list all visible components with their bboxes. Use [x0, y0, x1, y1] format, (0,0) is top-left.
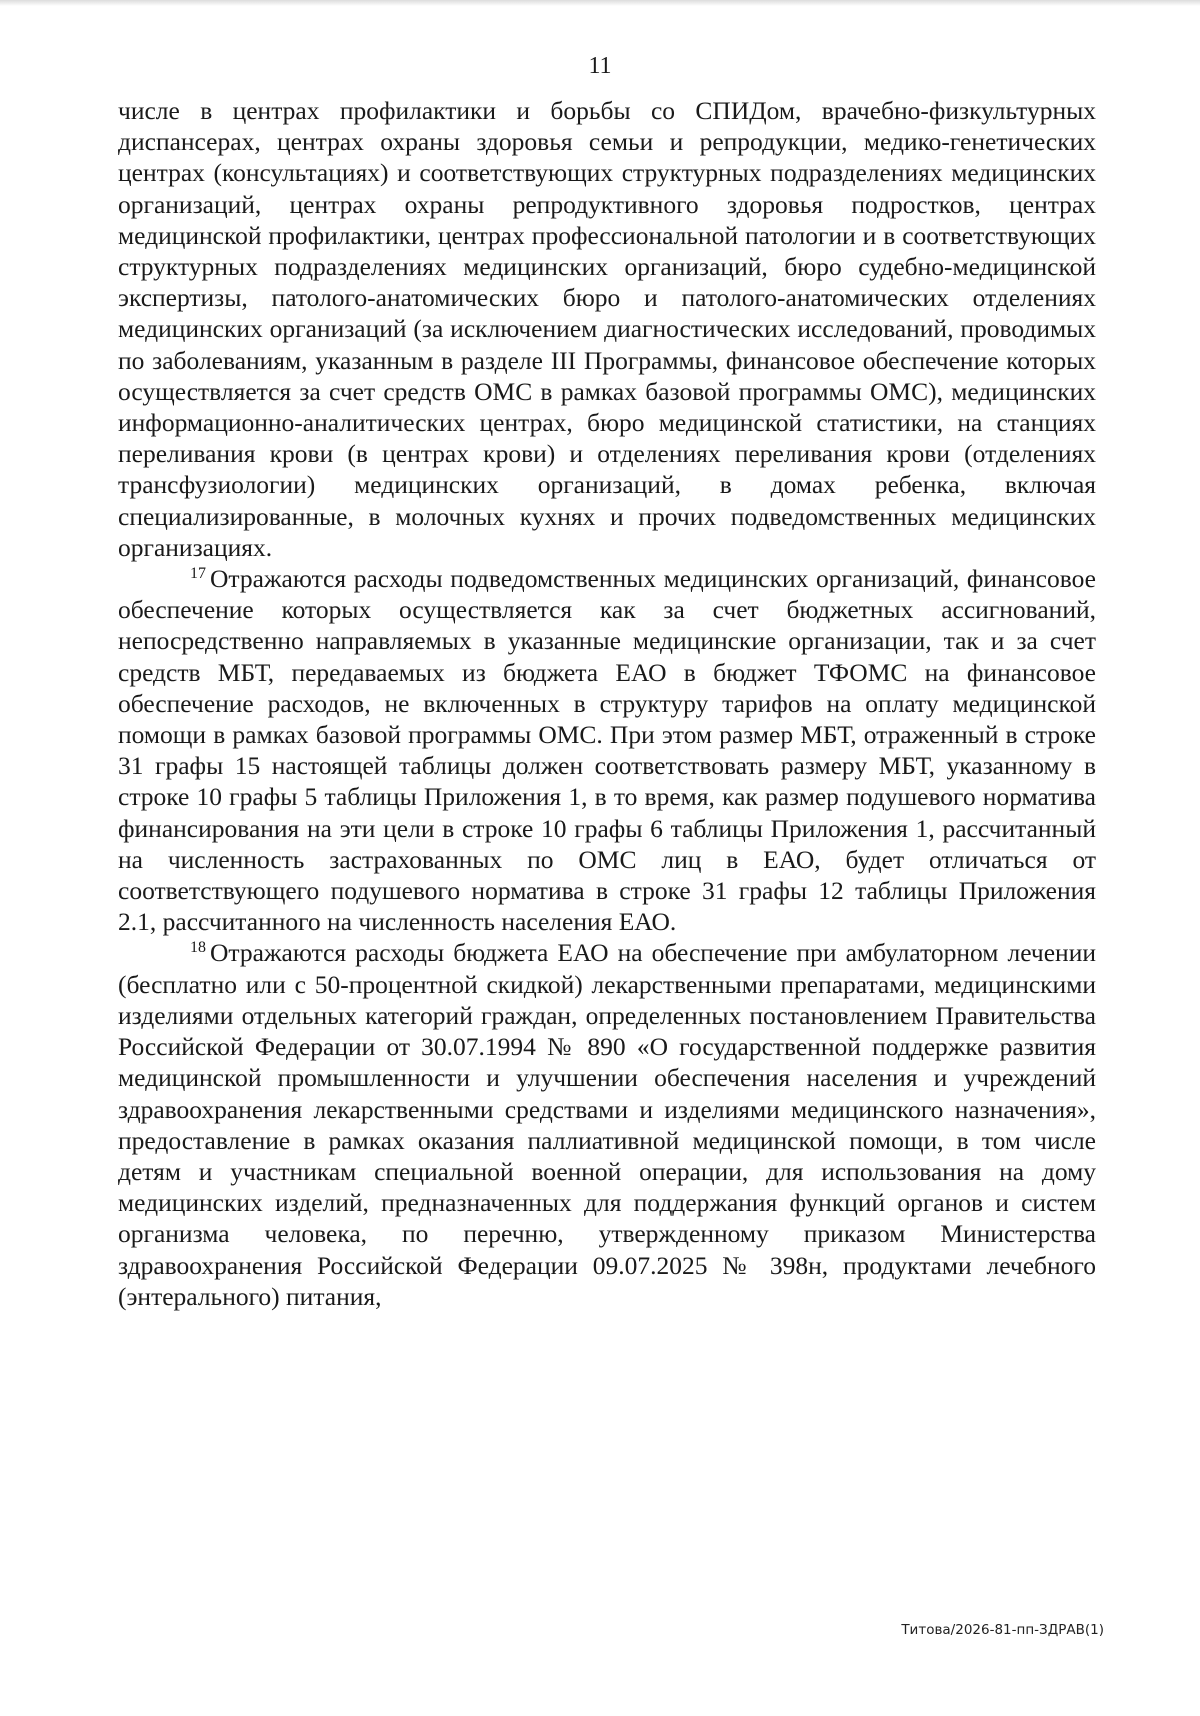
footnote-marker-17: 17 — [190, 565, 206, 583]
paragraph-continuation: числе в центрах профилактики и борьбы со СПИДом, врачебно-физкультурных диспансерах, центрах охраны здоровья семьи и репродукции, медико-генетических центрах (консультациях) и соответствующих структурных подразделениях медицинских организаций, центрах охраны репродуктивного здоровья подростков, центрах медицинской профилактики, центрах профессиональной патологии и в соответствующих структурных подразделениях медицинских организаций, бюро судебно-медицинской экспертизы, патолого-анатомических бюро и патолого-анатомических отделениях медицинских организаций (за исключением диагностических исследований, проводимых по заболеваниям, указанным в разделе III Программы, финансовое обеспечение которых осуществляется за счет средств ОМС в рамках базовой программы ОМС), медицинских информационно-аналитических центрах, бюро медицинской статистики, на станциях переливания крови (в центрах крови) и отделениях переливания крови (отделениях трансфузиологии) медицинских организаций, в домах ребенка, включая специализированные, в молочных кухнях и прочих подведомственных медицинских организациях. — [118, 96, 1096, 562]
footnote-17 — [118, 563, 1096, 937]
page-number: 11 — [588, 53, 612, 79]
footnote-18 — [118, 937, 1096, 1311]
document-body — [118, 95, 1096, 1312]
footnote-marker-18: 18 — [190, 939, 206, 957]
scan-edge — [0, 0, 1200, 6]
document-code: Титова/2026-81-пп-ЗДРАВ(1) — [901, 1622, 1104, 1638]
footnote-18-text: Отражаются расходы бюджета ЕАО на обеспечение при амбулаторном лечении (бесплатно или с 50-процентной скидкой) лекарственными препаратами, медицинскими изделиями отдельных категорий граждан, определенных постановлением Правительства Российской Федерации от 30.07.1994 № 890 «О государственной поддержке развития медицинской промышленности и улучшении обеспечения населения и учреждений здравоохранения лекарственными средствами и изделиями медицинского назначения», предоставление в рамках оказания паллиативной медицинской помощи, в том числе детям и участникам специальной военной операции, для использования на дому медицинских изделий, предназначенных для поддержания функций органов и систем организма человека, по перечню, утвержденному приказом Министерства здравоохранения Российской Федерации 09.07.2025 № 398н, продуктами лечебного (энтерального) питания, — [118, 938, 1096, 1311]
footnote-17-text: Отражаются расходы подведомственных медицинских организаций, финансовое обеспечение которых осуществляется как за счет бюджетных ассигнований, непосредственно направляемых в указанные медицинские организации, так и за счет средств МБТ, передаваемых из бюджета ЕАО в бюджет ТФОМС на финансовое обеспечение расходов, не включенных в структуру тарифов на оплату медицинской помощи в рамках базовой программы ОМС. При этом размер МБТ, отраженный в строке 31 графы 15 настоящей таблицы должен соответствовать размеру МБТ, указанному в строке 10 графы 5 таблицы Приложения 1, в то время, как размер подушевого норматива финансирования на эти цели в строке 10 графы 6 таблицы Приложения 1, рассчитанный на численность застрахованных по ОМС лиц в ЕАО, будет отличаться от соответствующего подушевого норматива в строке 31 графы 12 таблицы Приложения 2.1, рассчитанного на численность населения ЕАО. — [118, 564, 1096, 937]
